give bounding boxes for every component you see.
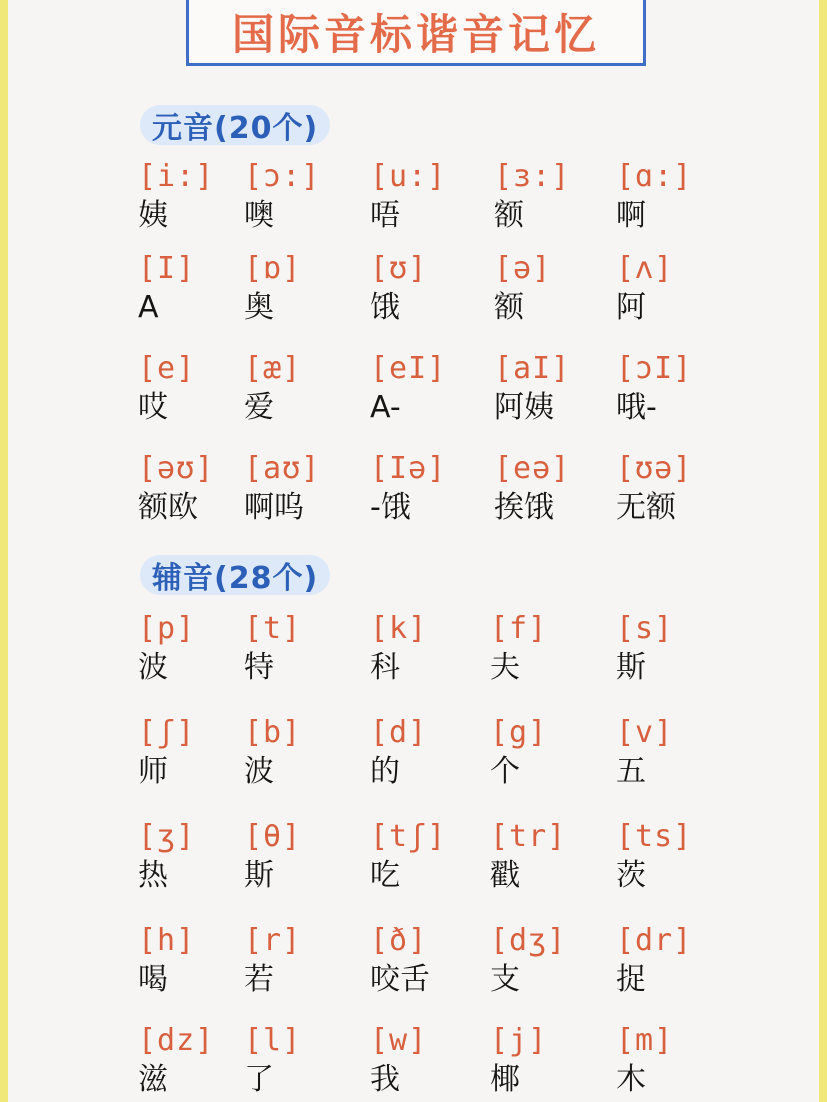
title-box	[186, 0, 646, 66]
ipa-symbol: [ɒ]	[244, 251, 302, 286]
vowel-cell	[138, 160, 258, 244]
homophone-word: 了	[244, 1062, 274, 1097]
homophone-word: 特	[244, 650, 274, 685]
ipa-symbol: [i:]	[138, 159, 215, 194]
homophone-word: 挨饿	[494, 490, 554, 525]
ipa-symbol: [k]	[370, 611, 428, 646]
vowel-cell	[494, 352, 614, 436]
vowel-cell	[370, 352, 490, 436]
ipa-symbol: [eə]	[494, 451, 571, 486]
homophone-word: 饿	[370, 290, 400, 325]
left-edge-strip	[0, 0, 8, 1102]
consonant-cell	[616, 924, 736, 1008]
consonant-cell	[244, 612, 364, 696]
ipa-symbol: [dz]	[138, 1023, 215, 1058]
consonant-cell	[244, 924, 364, 1008]
ipa-symbol: [ə]	[494, 251, 552, 286]
ipa-symbol: [g]	[490, 715, 548, 750]
homophone-word: 无额	[616, 490, 676, 525]
ipa-symbol: [ɔ:]	[244, 159, 321, 194]
ipa-symbol: [aI]	[494, 351, 571, 386]
consonants-row	[138, 924, 738, 1004]
consonant-cell	[616, 820, 736, 904]
homophone-word: 阿姨	[494, 390, 554, 425]
homophone-word: 科	[370, 650, 400, 685]
ipa-symbol: [ʌ]	[616, 251, 674, 286]
vowels-row	[138, 352, 738, 432]
homophone-word: 滋	[138, 1062, 168, 1097]
ipa-symbol: [r]	[244, 923, 302, 958]
vowels-row	[138, 160, 738, 240]
vowel-cell	[616, 252, 736, 336]
homophone-word: 斯	[244, 858, 274, 893]
consonant-cell	[138, 612, 258, 696]
ipa-symbol: [p]	[138, 611, 196, 646]
ipa-symbol: [h]	[138, 923, 196, 958]
ipa-symbol: [ʒ]	[138, 819, 196, 854]
homophone-word: 我	[370, 1062, 400, 1097]
ipa-symbol: [f]	[490, 611, 548, 646]
homophone-word: 唔	[370, 198, 400, 233]
ipa-symbol: [dr]	[616, 923, 693, 958]
consonant-cell	[370, 716, 490, 800]
vowel-cell	[616, 160, 736, 244]
homophone-word: A-	[370, 390, 401, 425]
consonants-heading-text: 辅音(28个)	[152, 561, 319, 596]
ipa-symbol: [ɑ:]	[616, 159, 693, 194]
consonant-cell	[490, 924, 610, 1008]
homophone-word: 噢	[244, 198, 274, 233]
consonant-cell	[138, 820, 258, 904]
homophone-word: 波	[138, 650, 168, 685]
vowel-cell	[138, 452, 258, 536]
homophone-word: 吃	[370, 858, 400, 893]
homophone-word: 波	[244, 754, 274, 789]
consonant-cell	[490, 1024, 610, 1102]
homophone-word: 若	[244, 962, 274, 997]
homophone-word: 爱	[244, 390, 274, 425]
homophone-word: 阿	[616, 290, 646, 325]
consonants-row	[138, 716, 738, 796]
ipa-symbol: [w]	[370, 1023, 428, 1058]
vowel-cell	[244, 160, 364, 244]
consonant-cell	[138, 924, 258, 1008]
ipa-symbol: [v]	[616, 715, 674, 750]
homophone-word: A	[138, 290, 159, 325]
ipa-symbol: [e]	[138, 351, 196, 386]
ipa-symbol: [θ]	[244, 819, 302, 854]
vowel-cell	[244, 352, 364, 436]
ipa-symbol: [u:]	[370, 159, 447, 194]
homophone-word: 个	[490, 754, 520, 789]
vowel-cell	[616, 352, 736, 436]
homophone-word: 姨	[138, 198, 168, 233]
ipa-symbol: [ð]	[370, 923, 428, 958]
homophone-word: 戳	[490, 858, 520, 893]
consonant-cell	[616, 1024, 736, 1102]
homophone-word: 哦-	[616, 390, 657, 425]
consonant-cell	[370, 820, 490, 904]
consonants-row	[138, 612, 738, 692]
consonant-cell	[490, 612, 610, 696]
ipa-symbol: [ʊə]	[616, 451, 693, 486]
vowels-heading	[140, 105, 330, 145]
consonant-cell	[244, 716, 364, 800]
homophone-word: 咬舌	[370, 962, 430, 997]
ipa-symbol: [tʃ]	[370, 819, 447, 854]
consonant-cell	[370, 924, 490, 1008]
vowel-cell	[494, 252, 614, 336]
homophone-word: 五	[616, 754, 646, 789]
page-title: 国际音标谐音记忆	[231, 10, 600, 59]
homophone-word: 夫	[490, 650, 520, 685]
homophone-word: 支	[490, 962, 520, 997]
homophone-word: 喝	[138, 962, 168, 997]
ipa-symbol: [b]	[244, 715, 302, 750]
ipa-symbol: [tr]	[490, 819, 567, 854]
consonants-row	[138, 820, 738, 900]
ipa-symbol: [Iə]	[370, 451, 447, 486]
right-edge-strip	[819, 0, 827, 1102]
consonant-cell	[370, 612, 490, 696]
ipa-symbol: [d]	[370, 715, 428, 750]
consonants-heading	[140, 555, 330, 595]
vowel-cell	[616, 452, 736, 536]
homophone-word: 斯	[616, 650, 646, 685]
vowel-cell	[370, 160, 490, 244]
ipa-symbol: [ts]	[616, 819, 693, 854]
homophone-word: 热	[138, 858, 168, 893]
ipa-symbol: [t]	[244, 611, 302, 646]
vowel-cell	[370, 452, 490, 536]
homophone-word: 椰	[490, 1062, 520, 1097]
vowels-row	[138, 452, 738, 532]
consonant-cell	[138, 716, 258, 800]
ipa-symbol: [I]	[138, 251, 196, 286]
consonant-cell	[244, 1024, 364, 1102]
ipa-symbol: [m]	[616, 1023, 674, 1058]
vowel-cell	[494, 452, 614, 536]
consonant-cell	[490, 820, 610, 904]
ipa-symbol: [dʒ]	[490, 923, 567, 958]
homophone-word: 啊	[616, 198, 646, 233]
vowel-cell	[370, 252, 490, 336]
vowel-cell	[244, 452, 364, 536]
consonant-cell	[616, 716, 736, 800]
consonant-cell	[490, 716, 610, 800]
homophone-word: 啊呜	[244, 490, 304, 525]
ipa-symbol: [əʊ]	[138, 451, 215, 486]
ipa-symbol: [ɜ:]	[494, 159, 571, 194]
homophone-word: 木	[616, 1062, 646, 1097]
homophone-word: 哎	[138, 390, 168, 425]
ipa-symbol: [aʊ]	[244, 451, 321, 486]
ipa-symbol: [eI]	[370, 351, 447, 386]
consonant-cell	[370, 1024, 490, 1102]
ipa-symbol: [s]	[616, 611, 674, 646]
homophone-word: 额	[494, 290, 524, 325]
ipa-symbol: [ɔI]	[616, 351, 693, 386]
consonants-row	[138, 1024, 738, 1102]
homophone-word: -饿	[370, 490, 411, 525]
ipa-symbol: [ʊ]	[370, 251, 428, 286]
homophone-word: 师	[138, 754, 168, 789]
ipa-symbol: [l]	[244, 1023, 302, 1058]
ipa-symbol: [æ]	[244, 351, 302, 386]
homophone-word: 捉	[616, 962, 646, 997]
consonant-cell	[616, 612, 736, 696]
vowel-cell	[244, 252, 364, 336]
homophone-word: 的	[370, 754, 400, 789]
vowel-cell	[138, 352, 258, 436]
consonant-cell	[138, 1024, 258, 1102]
homophone-word: 茨	[616, 858, 646, 893]
ipa-symbol: [j]	[490, 1023, 548, 1058]
ipa-symbol: [ʃ]	[138, 715, 196, 750]
vowel-cell	[494, 160, 614, 244]
homophone-word: 奥	[244, 290, 274, 325]
vowels-row	[138, 252, 738, 332]
vowels-heading-text: 元音(20个)	[152, 111, 319, 146]
vowel-cell	[138, 252, 258, 336]
consonant-cell	[244, 820, 364, 904]
homophone-word: 额	[494, 198, 524, 233]
homophone-word: 额欧	[138, 490, 198, 525]
